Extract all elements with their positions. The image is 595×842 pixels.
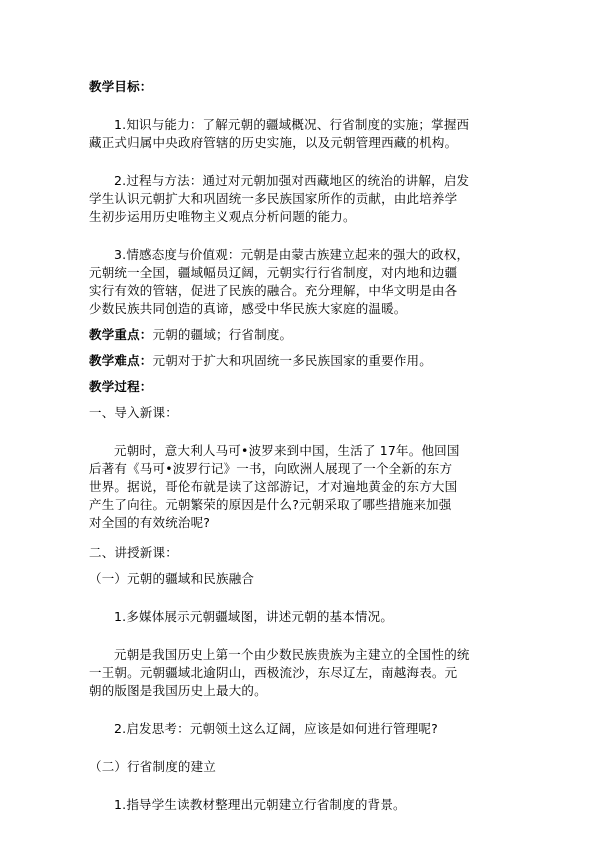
objective-2 [89,172,507,226]
intro-line: 产生了向往。元朝繁荣的原因是什么?元朝采取了哪些措施来加强 [89,497,452,512]
intro-line: 世界。据说，哥伦布就是读了这部游记，才对遍地黄金的东方大国 [89,479,458,494]
objective-3-line: 3.情感态度与价值观：元朝是由蒙古族建立起来的强大的政权， [114,247,470,262]
objective-1-line: 藏正式归属中央政府管辖的历史实施，以及元朝管理西藏的机构。 [89,135,458,150]
objective-2-line: 2.过程与方法：通过对元朝加强对西藏地区的统治的讲解，启发 [114,173,470,188]
document-page [89,78,507,814]
objective-3 [89,246,507,318]
objective-3-line: 元朝统一全国，疆域幅员辽阔，元朝实行行省制度，对内地和边疆 [89,265,458,280]
difficulty [89,352,507,370]
intro-line: 对全国的有效统治呢? [89,515,211,530]
key-point [89,326,507,344]
intro-line: 元朝时，意大利人马可•波罗来到中国，生活了 17年。他回国 [114,443,460,458]
subsection-1-heading: （一）元朝的疆域和民族融合 [89,571,255,586]
objective-3-line: 实行有效的管辖，促进了民族的融合。充分理解，中华文明是由各 [89,283,458,298]
difficulty-text: 元朝对于扩大和巩固统一多民族国家的重要作用。 [152,353,432,368]
objective-1-line: 1.知识与能力：了解元朝的疆域概况、行省制度的实施；掌握西 [114,117,470,132]
subsection-1-line: 元朝是我国历史上第一个由少数民族贵族为主建立的全国性的统 [114,647,470,662]
subsection-1-paragraph [89,646,507,700]
key-point-text: 元朝的疆域；行省制度。 [152,327,293,342]
objective-1 [89,116,507,152]
intro-line: 后著有《马可•波罗行记》一书，向欧洲人展现了一个全新的东方 [89,461,453,476]
objective-2-line: 生初步运用历史唯物主义观点分析问题的能力。 [89,209,356,224]
objectives-heading: 教学目标： [89,79,153,94]
intro-paragraph [89,442,507,532]
objective-3-line: 少数民族共同创造的真谛，感受中华民族大家庭的温暖。 [89,301,407,316]
subsection-1-item-2: 2.启发思考：元朝领土这么辽阔，应该是如何进行管理呢? [114,721,438,736]
subsection-1-line: 朝的版图是我国历史上最大的。 [89,683,267,698]
subsection-1-item-1: 1.多媒体展示元朝疆域图，讲述元朝的基本情况。 [114,609,394,624]
section-2-heading: 二、讲授新课： [89,545,178,560]
section-1-heading: 一、导入新课： [89,405,178,420]
objective-2-line: 学生认识元朝扩大和巩固统一多民族国家所作的贡献，由此培养学 [89,191,458,206]
subsection-2-heading: （二）行省制度的建立 [89,759,217,774]
key-point-label: 教学重点： [89,327,153,342]
subsection-2-item-1: 1.指导学生读教材整理出元朝建立行省制度的背景。 [114,797,406,812]
process-heading: 教学过程： [89,379,153,394]
difficulty-label: 教学难点： [89,353,153,368]
subsection-1-line: 一王朝。元朝疆域北逾阴山，西极流沙，东尽辽左，南越海表。元 [89,665,458,680]
